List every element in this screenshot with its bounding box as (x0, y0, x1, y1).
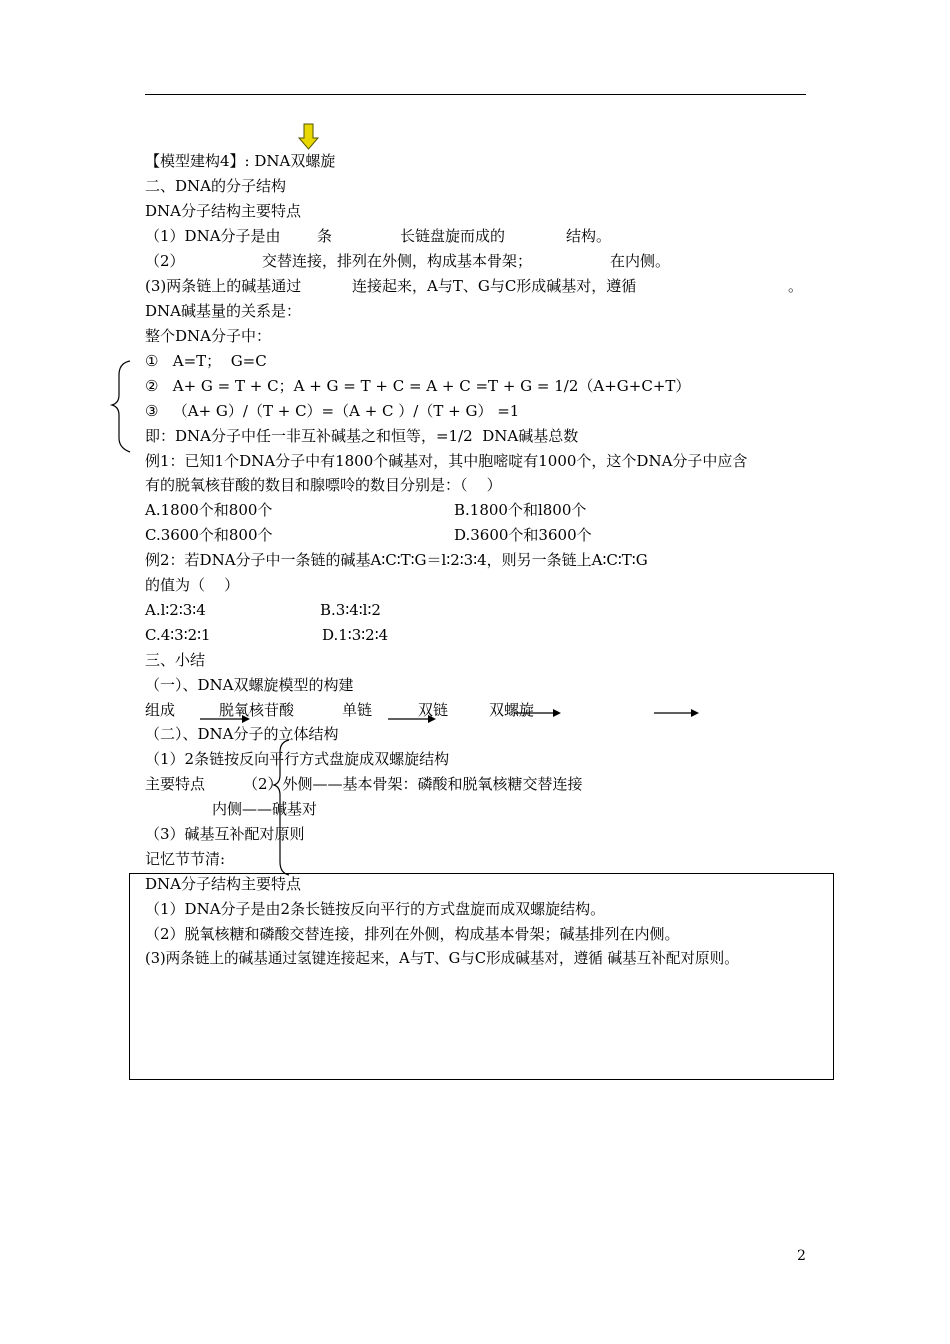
memory-box-line-1: （1）DNA分子是由2条长链按反向平行的方式盘旋而成双螺旋结构。 (145, 900, 606, 918)
feature-3-part-a: (3)两条链上的碱基通过 (145, 277, 302, 295)
feature-1-part-d: 结构。 (566, 227, 612, 245)
example-2-option-a: A.l∶2∶3∶4 (145, 601, 206, 619)
flow-step-double-helix: 双螺旋 (489, 701, 535, 719)
model-heading: 【模型建构4】: DNA双螺旋 (145, 152, 336, 170)
page-number: 2 (797, 1248, 806, 1264)
example-1-line-2: 有的脱氧核苷酸的数目和腺嘌呤的数目分别是：（ ） (145, 476, 502, 494)
memory-title: 记忆节节清: (145, 850, 226, 868)
flow-step-single-strand: 单链 (342, 701, 373, 719)
features-title: DNA分子结构主要特点 (145, 202, 301, 220)
whole-molecule-label: 整个DNA分子中： (145, 327, 271, 345)
feature-3-part-b: 连接起来，A与T、G与C形成碱基对，遵循 (352, 277, 637, 295)
feature-1-part-b: 条 (317, 227, 333, 245)
example-1-option-d: D.3600个和3600个 (454, 526, 592, 544)
flow-step-composition: 组成 (145, 701, 176, 719)
relation-title: DNA碱基量的关系是： (145, 302, 301, 320)
feature-2-part-a: （2） (145, 252, 185, 270)
summary-2-main-label: 主要特点 (145, 775, 206, 793)
section-2-title: 二、DNA的分子结构 (145, 177, 286, 195)
summary-2-title: （二）、DNA分子的立体结构 (145, 725, 339, 743)
example-2-option-d: D.1∶3∶2∶4 (322, 626, 389, 644)
feature-3-part-c: 。 (788, 277, 804, 295)
example-1-option-b: B.1800个和l800个 (454, 501, 587, 519)
feature-1-part-c: 长链盘旋而成的 (400, 227, 506, 245)
memory-box-title: DNA分子结构主要特点 (145, 875, 301, 893)
yellow-down-arrow-icon (299, 124, 318, 149)
rule-3: ③ （A+ G）/（T + C）=（A + C ）/（T + G） =1 (145, 402, 520, 420)
summary-1-title: （一）、DNA双螺旋模型的构建 (145, 676, 354, 694)
memory-box-line-3: (3)两条链上的碱基通过氢键连接起来，A与T、G与C形成碱基对，遵循 碱基互补配对原则。 (145, 950, 739, 967)
section-3-title: 三、小结 (145, 651, 206, 669)
memory-box-line-2: （2）脱氧核糖和磷酸交替连接，排列在外侧，构成基本骨架；碱基排列在内侧。 (145, 925, 680, 943)
example-2-line-2: 的值为（ ） (145, 576, 240, 594)
example-1-option-a: A.1800个和800个 (145, 501, 273, 519)
feature-2-part-b: 交替连接，排列在外侧，构成基本骨架； (262, 252, 533, 270)
summary-2-line-2: （2）外侧——基本骨架：磷酸和脱氧核糖交替连接 (243, 775, 583, 793)
summary-2-line-3: （3）碱基互补配对原则 (145, 825, 305, 843)
flow-step-nucleotide: 脱氧核苷酸 (219, 701, 295, 719)
feature-1-part-a: （1）DNA分子是由 (145, 227, 281, 245)
flow-step-double-strand: 双链 (418, 701, 449, 719)
feature-2-part-c: 在内侧。 (610, 252, 671, 270)
rule-summary: 即：DNA分子中任一非互补碱基之和恒等，=1/2 DNA碱基总数 (145, 427, 579, 445)
example-2-line-1: 例2：若DNA分子中一条链的碱基A∶C∶T∶G＝l∶2∶3∶4，则另一条链上A∶C∶T∶G (145, 551, 648, 569)
left-brace-icon (112, 361, 130, 452)
example-1-line-1: 例1：已知1个DNA分子中有1800个碱基对，其中胞嘧啶有1000个，这个DNA分子中应含 (145, 452, 748, 470)
example-2-option-b: B.3∶4∶l∶2 (320, 601, 381, 619)
example-1-option-c: C.3600个和800个 (145, 526, 273, 544)
summary-2-line-2b: 内侧——碱基对 (212, 800, 318, 818)
example-2-option-c: C.4∶3∶2∶1 (145, 626, 211, 644)
summary-2-line-1: （1）2条链按反向平行方式盘旋成双螺旋结构 (145, 750, 450, 768)
rule-2: ② A+ G = T + C；A + G = T + C = A + C =T + G = 1/2（A+G+C+T） (145, 377, 691, 395)
rule-1: ① A=T； G=C (145, 352, 267, 370)
